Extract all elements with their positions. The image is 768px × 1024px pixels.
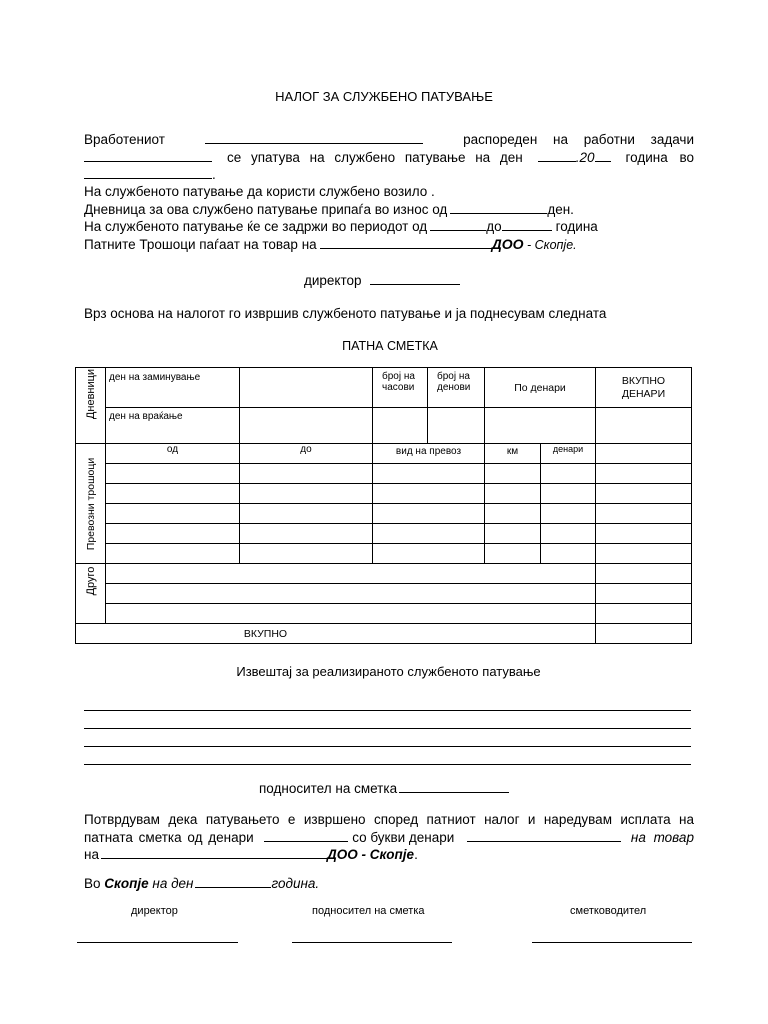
- report-title: Извештај за реализираното службеното патување: [236, 664, 541, 679]
- total-value-cell[interactable]: [596, 624, 692, 644]
- accountant-signature-line[interactable]: [532, 942, 692, 943]
- year-field[interactable]: [595, 149, 611, 162]
- tasks-field[interactable]: [84, 149, 212, 162]
- place-line: [84, 875, 319, 893]
- return-hours-cell[interactable]: [373, 408, 428, 444]
- allowance-suffix: ден.: [547, 202, 574, 217]
- col-transport-label: вид на превоз: [373, 444, 485, 464]
- col-to-label: до: [240, 444, 373, 464]
- departure-day-label: ден на заминување: [106, 368, 240, 408]
- return-total-cell[interactable]: [596, 408, 692, 444]
- confirm-company: ДОО - Скопје: [326, 847, 415, 862]
- departure-day-cell[interactable]: [240, 368, 373, 408]
- table-row: [76, 484, 692, 504]
- company-name: ДОО: [491, 236, 524, 252]
- report-line-3[interactable]: [84, 746, 691, 747]
- travel-day-field[interactable]: [538, 149, 576, 162]
- amount-words-field[interactable]: [467, 829, 621, 842]
- col-from-label: од: [106, 444, 240, 464]
- confirm-amount-label: патната сметка од денари: [84, 829, 254, 845]
- table-title: ПАТНА СМЕТКА: [342, 339, 438, 353]
- destination-field[interactable]: [84, 166, 212, 179]
- place-on-day: на ден: [152, 876, 194, 891]
- allowance-line: [84, 201, 574, 219]
- director-signature-field[interactable]: [370, 272, 460, 285]
- submitter-signature-field[interactable]: [399, 780, 509, 793]
- director-label: директор: [304, 273, 362, 288]
- other-group-label: Друго: [76, 564, 106, 624]
- costs-line: [84, 236, 577, 255]
- signature-director-label: директор: [131, 905, 178, 917]
- return-denars-cell[interactable]: [485, 408, 596, 444]
- allowance-prefix: Дневница за ова службено патување припаѓа во износ од: [84, 202, 448, 217]
- days-label: број на денови: [428, 368, 485, 408]
- vehicle-line: На службеното патување да користи службено возило .: [84, 184, 435, 199]
- intro-dot: .: [212, 167, 216, 182]
- total-denars-label: ВКУПНО ДЕНАРИ: [596, 368, 692, 408]
- place-city: Скопје: [104, 876, 149, 891]
- confirm-dot: .: [414, 847, 418, 862]
- return-days-cell[interactable]: [428, 408, 485, 444]
- daily-group-label: Дневници: [76, 368, 106, 444]
- confirm-paragraph: [84, 811, 694, 864]
- confirm-charge-label: на товар: [630, 829, 694, 845]
- report-line-4[interactable]: [84, 764, 691, 765]
- submitter-line: [259, 780, 509, 798]
- document-title: НАЛОГ ЗА СЛУЖБЕНО ПАТУВАЊЕ: [275, 89, 493, 104]
- place-year: година.: [271, 876, 320, 891]
- travel-text: се упатува на службено патување на ден: [226, 149, 523, 165]
- total-label: ВКУПНО: [76, 624, 596, 644]
- basis-text: Врз основа на налогот го извршив службеното патување и ја поднесувам следната: [84, 306, 607, 321]
- director-line: [304, 272, 460, 290]
- year-prefix: .20: [575, 149, 595, 165]
- period-to: до: [486, 219, 502, 234]
- in-denars-label: По денари: [485, 368, 596, 408]
- signature-accountant-label: сметководител: [570, 905, 647, 917]
- report-line-2[interactable]: [84, 728, 691, 729]
- table-row: [76, 464, 692, 484]
- assigned-text: распореден на работни задачи: [463, 132, 694, 147]
- other-row-2[interactable]: [106, 584, 596, 604]
- signature-submitter-label: подносител на сметка: [312, 905, 425, 917]
- place-prefix: Во: [84, 876, 101, 891]
- table-row: [76, 504, 692, 524]
- year-suffix: година во: [625, 149, 694, 165]
- intro-paragraph: [84, 131, 694, 184]
- other-row-3[interactable]: [106, 604, 596, 624]
- confirm-words-label: со букви денари: [352, 829, 455, 845]
- header-empty-cell: [596, 444, 692, 464]
- employee-name-field[interactable]: [205, 131, 423, 144]
- costs-company-field[interactable]: [320, 236, 492, 249]
- employee-label: Вработениот: [84, 132, 165, 147]
- costs-prefix: Патните Трошоци паѓаат на товар на: [84, 237, 317, 252]
- col-denars-label: денари: [541, 444, 596, 464]
- amount-field[interactable]: [264, 829, 348, 842]
- period-to-field[interactable]: [502, 218, 552, 231]
- transport-group-label: Превозни трошоци: [76, 444, 106, 564]
- submitter-signature-line[interactable]: [292, 942, 452, 943]
- col-km-label: км: [485, 444, 541, 464]
- date-field[interactable]: [195, 875, 271, 888]
- return-day-cell[interactable]: [240, 408, 373, 444]
- period-from-field[interactable]: [430, 218, 486, 231]
- confirm-on-label: на: [84, 847, 99, 862]
- travel-account-table: [75, 367, 692, 644]
- table-row: [76, 524, 692, 544]
- period-line: [84, 218, 598, 236]
- return-day-label: ден на враќање: [106, 408, 240, 444]
- report-line-1[interactable]: [84, 710, 691, 711]
- company-city: - Скопје.: [523, 238, 577, 252]
- director-signature-line[interactable]: [77, 942, 238, 943]
- table-row: [76, 544, 692, 564]
- charge-company-field[interactable]: [101, 846, 327, 859]
- submitter-label: подносител на сметка: [259, 781, 398, 796]
- period-suffix: година: [555, 219, 598, 234]
- other-row-1[interactable]: [106, 564, 596, 584]
- allowance-field[interactable]: [450, 201, 547, 214]
- hours-label: број на часови: [373, 368, 428, 408]
- confirm-line-1: Потврдувам дека патувањето е извршено според патниот налог и наредувам исплата на: [84, 812, 694, 827]
- period-prefix: На службеното патување ќе се задржи во периодот од: [84, 219, 428, 234]
